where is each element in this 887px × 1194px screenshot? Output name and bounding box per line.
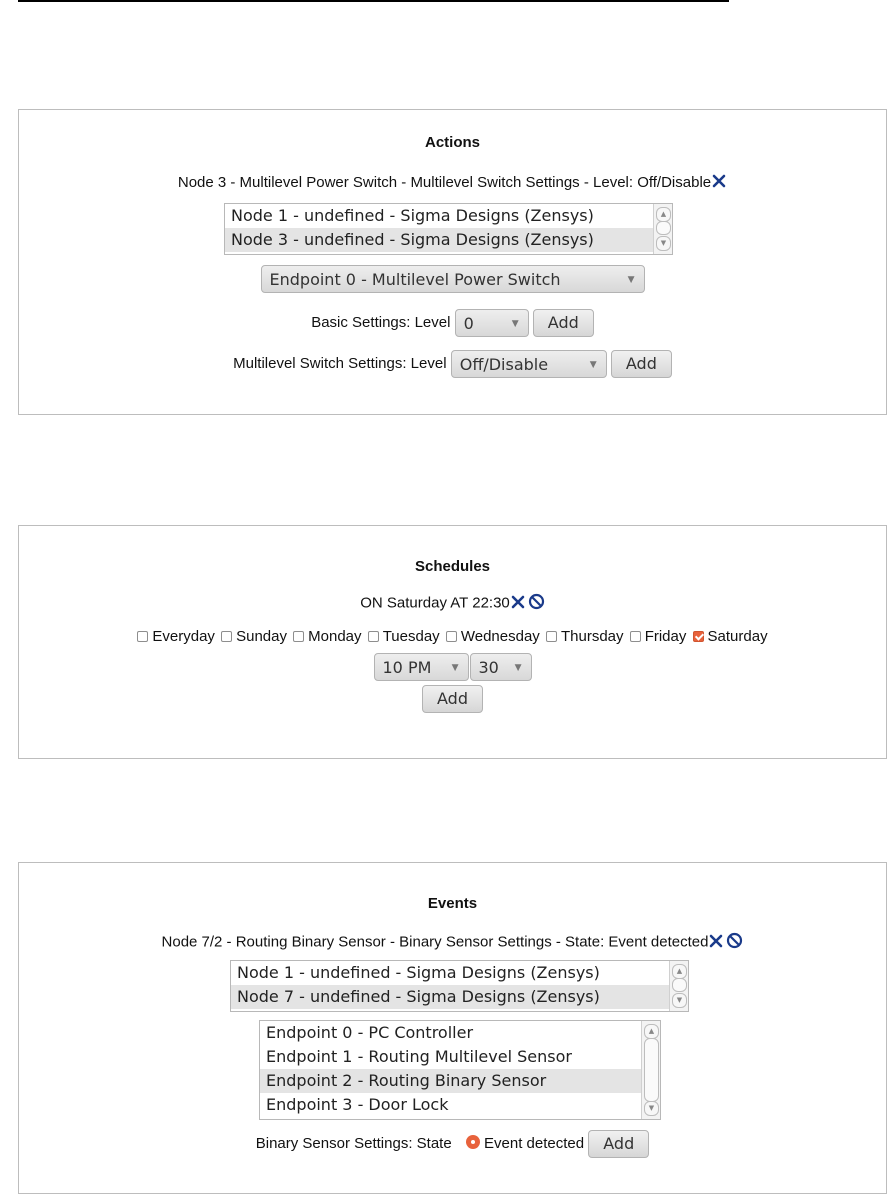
top-rule [18,0,729,2]
checkbox[interactable] [221,631,232,642]
multilevel-add-button[interactable]: Add [611,350,672,378]
day-label: Thursday [560,628,624,645]
day-thursday[interactable] [546,628,624,645]
scroll-up-icon[interactable]: ▲ [644,1024,659,1039]
basic-add-button[interactable]: Add [533,309,594,337]
day-sunday[interactable] [221,628,287,645]
chevron-down-icon: ▼ [514,663,522,673]
checkbox[interactable] [446,631,457,642]
radio-label: Event detected [484,1134,585,1152]
schedules-rule-text: ON Saturday AT 22:30 [360,594,510,612]
scroll-up-icon[interactable]: ▲ [672,964,687,979]
events-title: Events [427,895,478,912]
actions-multilevel-row [19,350,886,378]
day-tuesday[interactable] [368,628,440,645]
day-label: Tuesday [382,628,440,645]
minute-select[interactable] [470,653,532,681]
endpoint-select-value: Endpoint 0 - Multilevel Power Switch [269,270,561,289]
checkbox[interactable] [368,631,379,642]
scroll-down-icon[interactable]: ▼ [656,236,671,251]
schedules-rule [19,593,886,614]
actions-rule-text: Node 3 - Multilevel Power Switch - Multilevel Switch Settings - Level: Off/Disable [177,173,712,191]
scroll-thumb[interactable] [656,221,671,235]
scroll-thumb[interactable] [644,1038,659,1102]
day-label: Monday [308,628,362,645]
schedule-add-button[interactable]: Add [422,685,483,713]
chevron-down-icon: ▼ [589,360,597,370]
disable-icon[interactable] [726,932,743,953]
chevron-down-icon: ▼ [451,663,459,673]
day-label: Everyday [152,628,215,645]
hour-select[interactable] [374,653,469,681]
checkbox-checked[interactable] [693,631,704,642]
day-label: Saturday [707,628,768,645]
checkbox[interactable] [137,631,148,642]
multilevel-level-value: Off/Disable [459,355,549,374]
day-everyday[interactable] [137,628,215,645]
minute-value: 30 [478,658,499,677]
actions-panel [18,109,887,415]
day-label: Sunday [236,628,287,645]
endpoint-select[interactable] [261,265,645,293]
actions-rule [19,173,886,193]
basic-level-value: 0 [463,314,474,333]
schedules-add-row [19,685,886,713]
close-icon[interactable] [510,594,526,614]
checkbox[interactable] [630,631,641,642]
list-item[interactable]: Node 3 - undefined - Sigma Designs (Zensys) [225,228,672,252]
actions-title: Actions [424,134,480,151]
day-label: Friday [644,628,687,645]
events-state-row [19,1130,886,1158]
chevron-down-icon: ▼ [511,319,519,329]
checkbox[interactable] [293,631,304,642]
disable-icon[interactable] [528,593,545,614]
schedules-panel [18,525,887,759]
list-item[interactable]: Endpoint 3 - Door Lock [266,1095,449,1114]
scroll-up-icon[interactable]: ▲ [656,207,671,222]
checkbox[interactable] [546,631,557,642]
basic-settings-label: Basic Settings: Level [311,313,451,331]
events-node-list[interactable] [230,960,689,1012]
close-icon[interactable] [711,173,727,193]
chevron-down-icon: ▼ [627,275,635,285]
events-rule [19,932,886,953]
day-label: Wednesday [460,628,540,645]
day-monday[interactable] [293,628,361,645]
events-rule-text: Node 7/2 - Routing Binary Sensor - Binary Sensor Settings - State: Event detected [161,933,709,951]
close-icon[interactable] [708,933,724,953]
list-item[interactable]: Endpoint 1 - Routing Multilevel Sensor [266,1047,572,1066]
actions-node-list[interactable] [224,203,673,255]
list-item[interactable]: Endpoint 0 - PC Controller [266,1023,474,1042]
scrollbar[interactable] [641,1021,660,1119]
scroll-thumb[interactable] [672,978,687,992]
list-item[interactable]: Node 7 - undefined - Sigma Designs (Zensys) [231,985,688,1009]
scroll-down-icon[interactable]: ▼ [672,993,687,1008]
list-item[interactable]: Endpoint 2 - Routing Binary Sensor [260,1069,660,1093]
hour-value: 10 PM [382,658,432,677]
schedules-title: Schedules [414,558,491,575]
events-endpoint-list[interactable] [259,1020,661,1120]
scroll-down-icon[interactable]: ▼ [644,1101,659,1116]
basic-level-select[interactable] [455,309,529,337]
actions-endpoint-row [19,265,886,293]
radio-selected[interactable] [466,1135,480,1149]
events-panel [18,862,887,1194]
list-item[interactable]: Node 1 - undefined - Sigma Designs (Zensys) [237,963,600,982]
list-item[interactable]: Node 1 - undefined - Sigma Designs (Zensys) [231,206,594,225]
multilevel-level-select[interactable] [451,350,607,378]
day-friday[interactable] [630,628,687,645]
multilevel-settings-label: Multilevel Switch Settings: Level [233,354,447,372]
event-add-button[interactable]: Add [588,1130,649,1158]
actions-basic-row [19,309,886,337]
day-saturday[interactable] [693,628,768,645]
schedules-days-row [19,628,886,645]
schedules-time-row [19,653,886,681]
scrollbar[interactable] [669,961,688,1011]
state-label: Binary Sensor Settings: State [255,1134,452,1152]
day-wednesday[interactable] [446,628,540,645]
scrollbar[interactable] [653,204,672,254]
